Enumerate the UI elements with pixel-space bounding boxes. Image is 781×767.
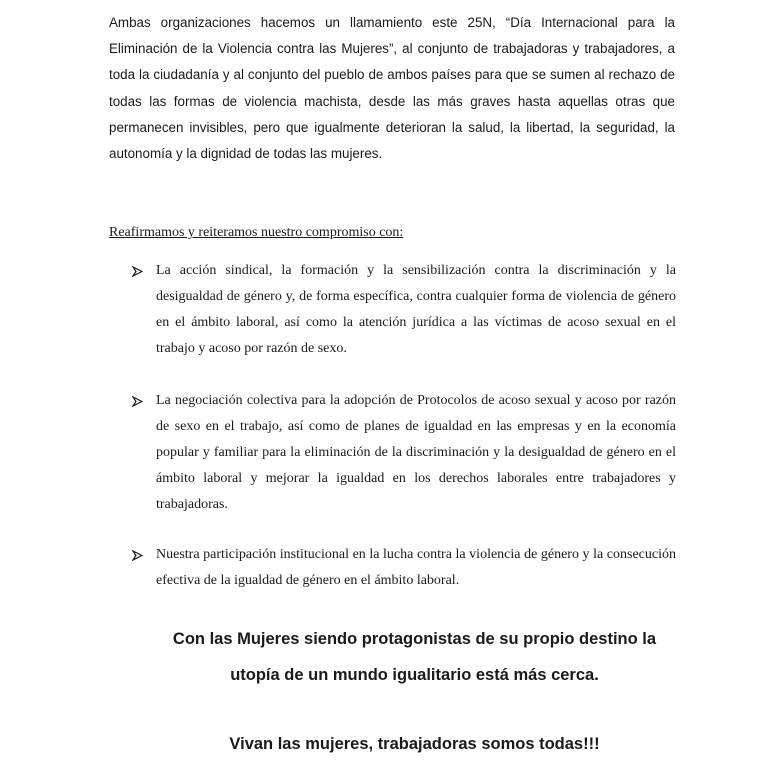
commitment-item [132, 258, 676, 362]
closing-slogan: Vivan las mujeres, trabajadoras somos todas!!! [229, 735, 600, 753]
arrowhead-bullet-icon [132, 258, 146, 284]
intro-paragraph: Ambas organizaciones hacemos un llamamiento este 25N, “Día Internacional para la Eliminación de la Violencia contra las Mujeres”, al conjunto de trabajadoras y trabajadores, a toda la ciudadanía y al conjunto del pueblo de ambos países para que se sumen al rechazo de todas las formas de violencia machista, desde las más graves hasta aquellas otras que permanecen invisibles, pero que igualmente deterioran la salud, la libertad, la seguridad, la autonomía y la dignidad de todas las mujeres. [109, 15, 675, 162]
arrowhead-bullet-icon [132, 388, 146, 414]
commitment-text: Nuestra participación institucional en la lucha contra la violencia de género y la consecución efectiva de la igualdad de género en el ámbito laboral. [156, 547, 676, 588]
commitment-item [132, 388, 676, 518]
commitment-text: La negociación colectiva para la adopción de Protocolos de acoso sexual y acoso por razón de sexo en el trabajo, así como de planes de igualdad en las empresas y en la economía popular y familiar para la eliminación de la discriminación y la desigualdad de género en el ámbito laboral y mejorar la igualdad en los derechos laborales entre trabajadores y trabajadoras. [156, 393, 676, 512]
commitment-text: La acción sindical, la formación y la sensibilización contra la discriminación y la desigualdad de género y, de forma específica, contra cualquier forma de violencia de género en el ámbito laboral, así como la atención jurídica a las víctimas de acoso sexual en el trabajo y acoso por razón de sexo. [156, 263, 676, 356]
commitment-heading: Reafirmamos y reiteramos nuestro compromiso con: [109, 225, 404, 240]
closing-line-1: Con las Mujeres siendo protagonistas de su propio destino la [172, 630, 657, 648]
commitment-item [132, 542, 676, 594]
closing-line-2: utopía de un mundo igualitario está más cerca. [230, 666, 599, 684]
arrowhead-bullet-icon [132, 542, 146, 568]
